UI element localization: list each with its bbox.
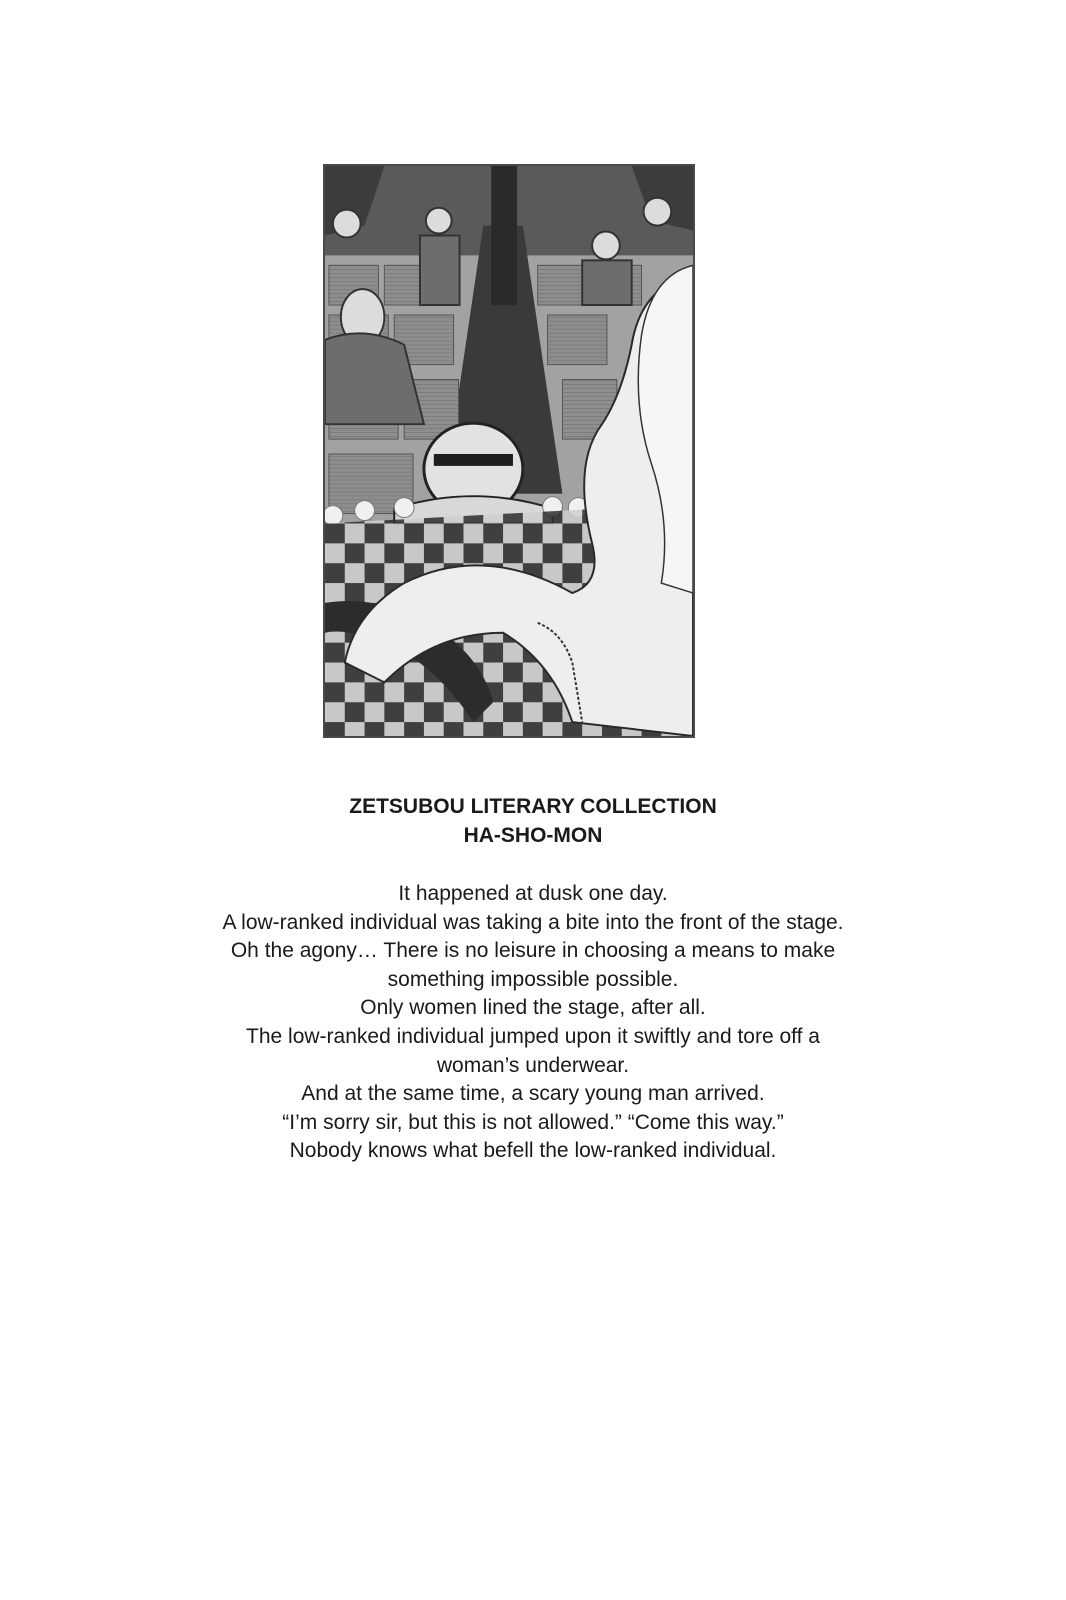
body-line: woman’s underwear. [436, 1053, 630, 1077]
manga-illustration [323, 164, 695, 738]
story-title: HA-SHO-MON [463, 824, 603, 847]
theater-stage-illustration [325, 166, 693, 736]
story-body [0, 880, 1066, 1166]
collection-heading: ZETSUBOU LITERARY COLLECTION [349, 795, 717, 818]
body-line: Nobody knows what befell the low-ranked individual. [289, 1139, 777, 1163]
body-line: Only women lined the stage, after all. [360, 996, 706, 1020]
body-line: And at the same time, a scary young man arrived. [301, 1082, 765, 1106]
body-line: something impossible possible. [387, 967, 679, 991]
body-line: It happened at dusk one day. [398, 882, 668, 905]
body-line: The low-ranked individual jumped upon it swiftly and tore off a [246, 1024, 820, 1048]
body-line: “I’m sorry sir, but this is not allowed.” “Come this way.” [282, 1110, 784, 1134]
body-line: Oh the agony… There is no leisure in choosing a means to make [230, 939, 836, 963]
body-line: A low-ranked individual was taking a bite into the front of the stage. [222, 910, 844, 934]
